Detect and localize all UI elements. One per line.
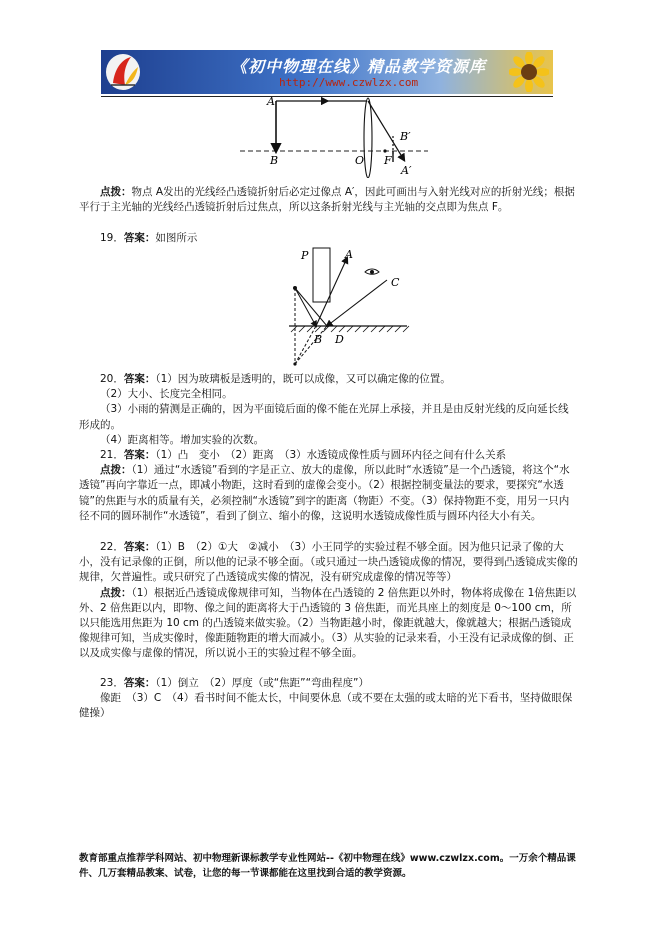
site-logo-icon bbox=[105, 53, 141, 91]
sunflower-icon bbox=[509, 52, 549, 92]
label-B-prime: B′ bbox=[400, 130, 411, 143]
footer-line2: 件、几万套精品教案、试卷，让您的每一节课都能在这里找到合适的教学资源。 bbox=[79, 868, 412, 879]
q21 bbox=[79, 448, 579, 524]
label-B: B bbox=[270, 154, 279, 167]
q22-tip-label: 点拨： bbox=[100, 586, 132, 599]
q20-line3: （3）小雨的猜测是正确的，因为平面镜后面的像不能在光屏上承接，并且是由反射光线的反向延长线形成的。 bbox=[79, 403, 569, 431]
q22-label: 答案： bbox=[123, 541, 156, 553]
q22 bbox=[79, 540, 579, 662]
label-B: B bbox=[314, 333, 323, 346]
label-D: D bbox=[335, 333, 344, 346]
lens-ray-diagram bbox=[240, 96, 430, 178]
q22-tip: （1）根据近凸透镜成像规律可知，当物体在凸透镜的 2 倍焦距以外时，物体将成像在 1倍焦距以外、2 倍焦距以内，即物、像之间的距离将大于凸透镜的 3 倍焦距，而光具座上的刻度是 0～100 cm，所以只能选用焦距为 10 cm 的凸透镜来做实验。（2）当物距越小时，像距就越大，像就越大；根据凸透镜成像规律可知，当成实像时，像距随物距的增大而减小。（3）从实验的记录来看，小王没有记录成像的倒、正以及成实像与虚像的情况，所以说小王的实验过程不够全面。 bbox=[79, 586, 577, 660]
label-A: A bbox=[345, 248, 353, 261]
site-banner bbox=[101, 50, 553, 94]
site-title: 《初中物理在线》精品教学资源库 bbox=[231, 57, 487, 76]
q21-tip-label: 点拨： bbox=[100, 464, 132, 477]
label-F: F bbox=[384, 154, 392, 167]
q20 bbox=[79, 372, 579, 448]
q18-tip-label: 点拨： bbox=[100, 186, 132, 198]
q21-label: 答案： bbox=[123, 449, 156, 461]
site-url[interactable]: http://www.czwlzx.com bbox=[279, 76, 419, 89]
page-footer bbox=[79, 851, 599, 881]
q20-line4: （4）距离相等。增加实验的次数。 bbox=[100, 433, 265, 446]
q18-tip-text: 物点 A发出的光线经凸透镜折射后必定过像点 A′，因此可画出与入射光线对应的折射光线；根据平行于主光轴的光线经凸透镜折射后过焦点，所以这条折射光线与主光轴的交点即为焦点 F。 bbox=[79, 186, 575, 214]
label-O: O bbox=[355, 154, 365, 167]
mirror-reflection-diagram bbox=[283, 244, 413, 372]
q22-answer: （1）B （2）①大 ②减小 （3）小王同学的实验过程不够全面。因为他只记录了像的大小，没有记录像的正倒，所以他的记录不够全面。（或只通过一块凸透镜成像的情况，要得到凸透镜成实像的规律，欠普遍性。或只研究了凸透镜成实像的情况，没有研究成虚像的情况等等） bbox=[79, 541, 578, 584]
q20-line2: （2）大小、长度完全相同。 bbox=[100, 388, 233, 401]
q23 bbox=[79, 676, 579, 722]
q23-label: 答案： bbox=[123, 677, 156, 689]
label-P: P bbox=[301, 249, 309, 262]
q20-line1: （1）因为玻璃板是透明的，既可以成像，又可以确定像的位置。 bbox=[155, 373, 451, 385]
q23-num: 23． bbox=[100, 677, 124, 689]
q18-tip bbox=[79, 185, 579, 215]
label-A: A bbox=[267, 96, 275, 108]
label-A-prime: A′ bbox=[401, 164, 412, 177]
q21-answer: （1）凸 变小 （2）距离 （3）水透镜成像性质与圆环内径之间有什么关系 bbox=[155, 449, 507, 461]
q19-text: 如图所示 bbox=[155, 232, 198, 244]
q21-num: 21． bbox=[100, 449, 124, 461]
q20-label: 答案： bbox=[123, 373, 156, 385]
label-C: C bbox=[391, 276, 400, 289]
q20-num: 20． bbox=[100, 373, 124, 385]
eye-icon bbox=[365, 269, 379, 274]
q19-label: 答案： bbox=[123, 232, 156, 244]
q22-num: 22． bbox=[100, 541, 124, 553]
q23-line1: （1）倒立 （2）厚度（或“焦距”“弯曲程度”） bbox=[155, 677, 369, 689]
q19-num: 19． bbox=[100, 232, 124, 244]
q23-line2: 像距 （3）C （4）看书时间不能太长，中间要休息（或不要在太强的或太暗的光下看书，坚持做眼保健操） bbox=[79, 692, 573, 720]
q21-tip: （1）通过“水透镜”看到的字是正立、放大的虚像，所以此时“水透镜”是一个凸透镜，将这个“水透镜”再向字靠近一点，即减小物距，这时看到的虚像会变小。（2）根据控制变量法的要求，要探究“水透镜”的焦距与水的质量有关，必须控制“水透镜”到字的距离（物距）不变。（3）保持物距不变，用另一只内径不同的圆环制作“水透镜”，看到了倒立、缩小的像，这说明水透镜成像性质与圆环内径大小有关。 bbox=[79, 464, 570, 522]
footer-line1: 教育部重点推荐学科网站、初中物理新课标教学专业性网站--《初中物理在线》www.czwlzx.com。一万余个精品课 bbox=[79, 853, 576, 864]
